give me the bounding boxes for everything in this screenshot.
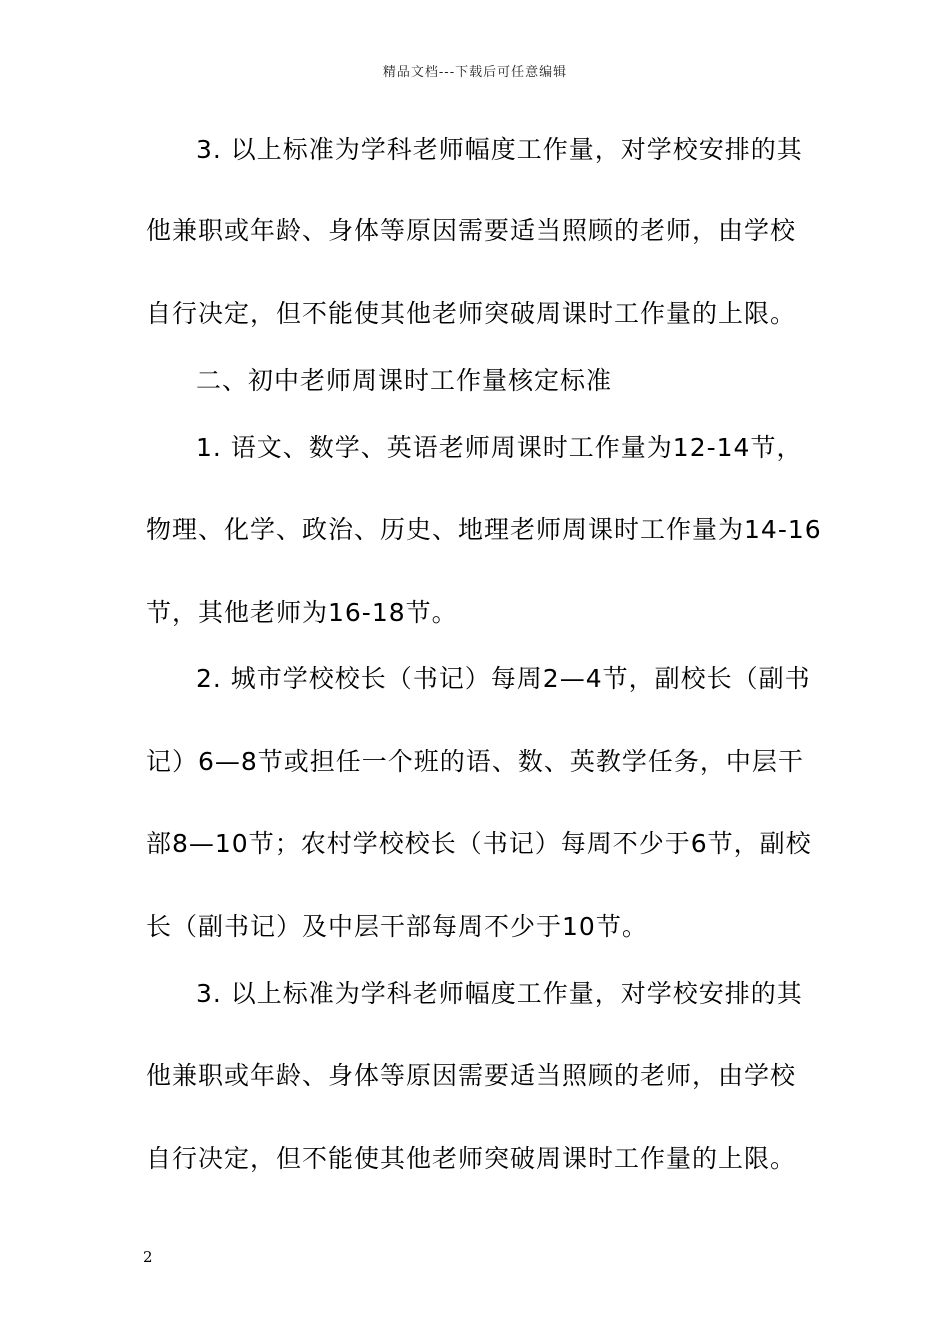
paragraph-line: 长（副书记）及中层干部每周不少于10节。 [146, 912, 648, 941]
paragraph-line: 2. 城市学校校长（书记）每周2—4节，副校长（副书 [196, 664, 811, 693]
paragraph-line: 他兼职或年龄、身体等原因需要适当照顾的老师，由学校 [146, 216, 797, 245]
page-header: 精品文档---下载后可任意编辑 [382, 65, 568, 80]
paragraph-line: 自行决定，但不能使其他老师突破周课时工作量的上限。 [146, 299, 797, 328]
section-heading: 二、初中老师周课时工作量核定标准 [196, 366, 613, 395]
paragraph-line: 部8—10节；农村学校校长（书记）每周不少于6节，副校 [146, 829, 812, 858]
paragraph-line: 他兼职或年龄、身体等原因需要适当照顾的老师，由学校 [146, 1061, 797, 1090]
page-number: 2 [143, 1248, 153, 1266]
paragraph-line: 3. 以上标准为学科老师幅度工作量，对学校安排的其 [196, 135, 803, 164]
paragraph-line: 物理、化学、政治、历史、地理老师周课时工作量为14-16 [146, 515, 822, 544]
paragraph-line: 节，其他老师为16-18节。 [146, 598, 458, 627]
paragraph-line: 1. 语文、数学、英语老师周课时工作量为12-14节， [196, 433, 803, 462]
paragraph-line: 记）6—8节或担任一个班的语、数、英教学任务，中层干 [146, 747, 804, 776]
paragraph-line: 3. 以上标准为学科老师幅度工作量，对学校安排的其 [196, 979, 803, 1008]
paragraph-line: 自行决定，但不能使其他老师突破周课时工作量的上限。 [146, 1144, 797, 1173]
